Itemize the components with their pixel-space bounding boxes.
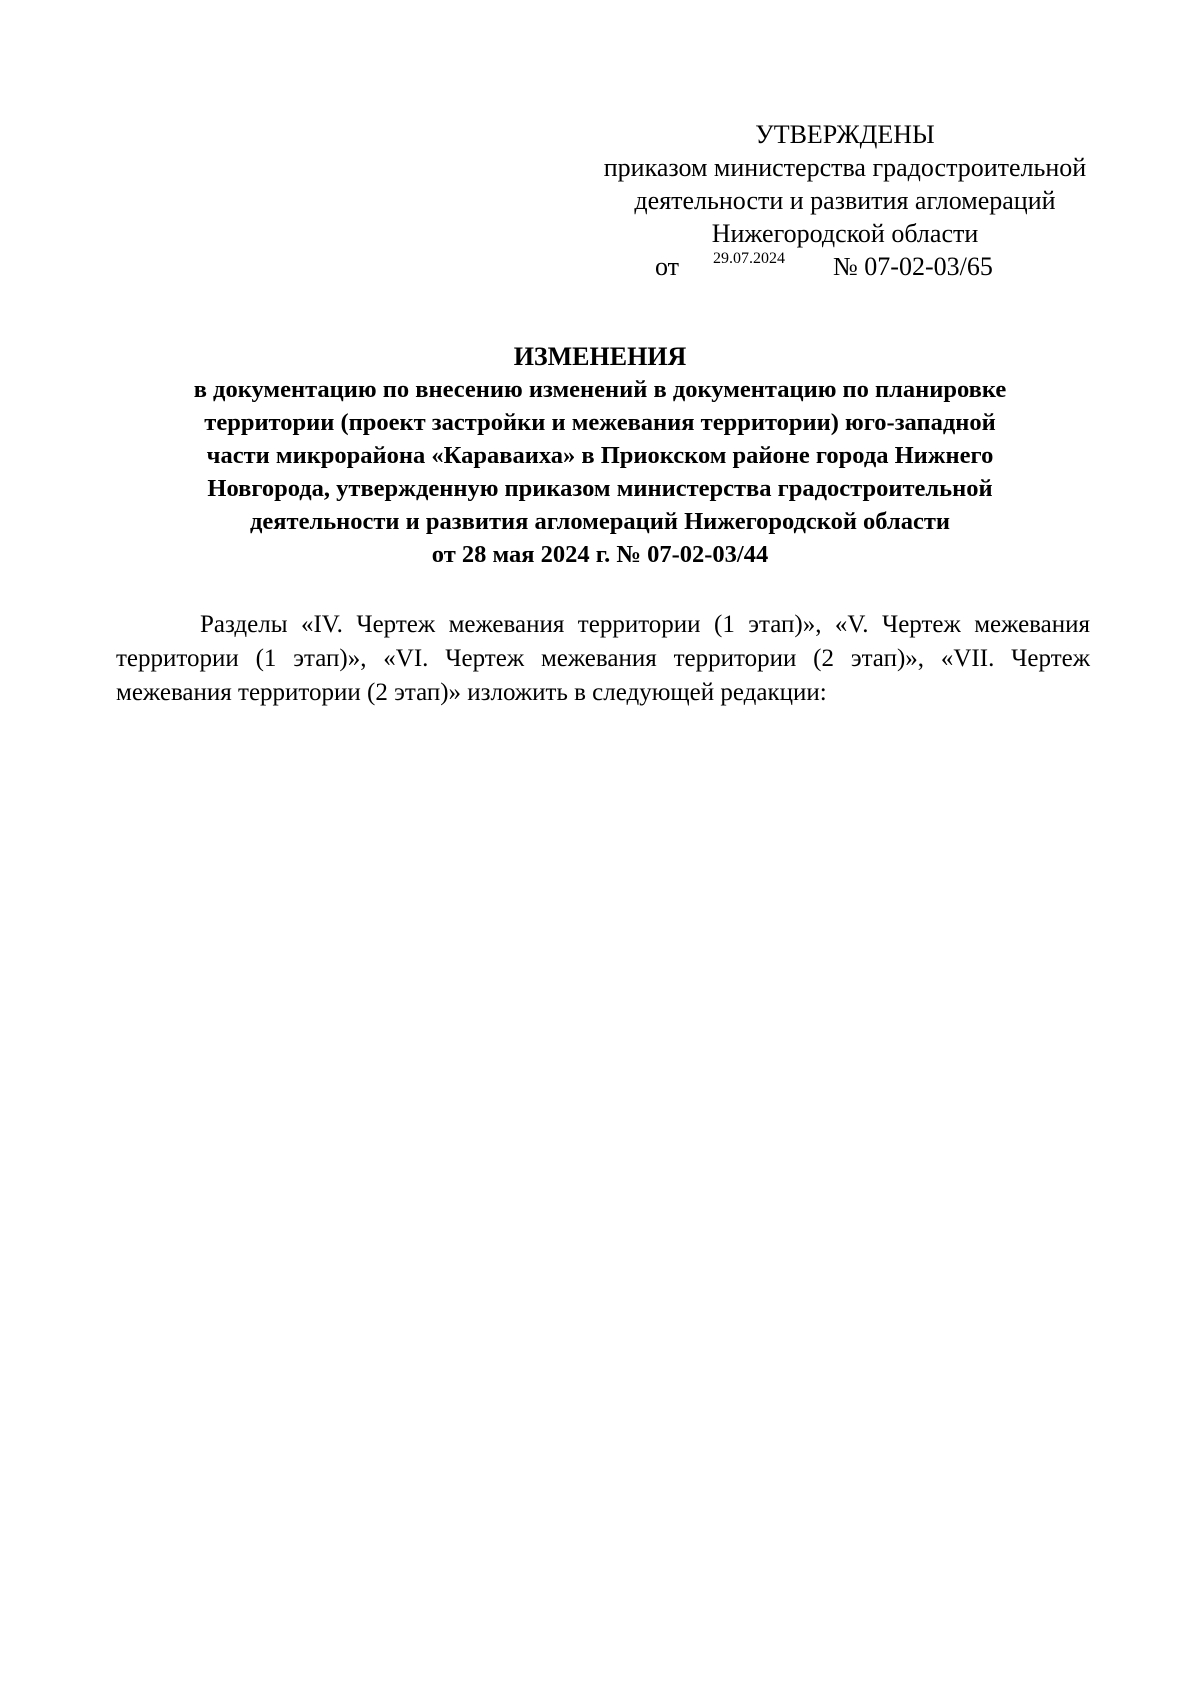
title-line-3: части микрорайона «Караваиха» в Приокском районе города Нижнего [206, 442, 994, 469]
approval-number: № 07-02-03/65 [833, 252, 993, 281]
title-line-5: деятельности и развития агломераций Нижегородской области [250, 508, 950, 535]
approval-line-2: деятельности и развития агломераций [634, 186, 1056, 215]
title-line-4: Новгорода, утвержденную приказом министерства градостроительной [207, 475, 993, 502]
title-line-6: от 28 мая 2024 г. № 07-02-03/44 [431, 541, 769, 568]
approval-line-1: приказом министерства градостроительной [603, 153, 1087, 182]
from-label: от [655, 252, 680, 281]
approved-heading: УТВЕРЖДЕНЫ [755, 120, 935, 149]
body-paragraph: Разделы «IV. Чертеж межевания территории (1 этап)», «V. Чертеж межевания территории (1 этап)», «VI. Чертеж межевания территории (2 этап)», «VII. Чертеж межевания территории (2 этап)» изложить в следующей редакции: [116, 611, 1090, 706]
approval-stamp [560, 118, 1130, 250]
title-heading: ИЗМЕНЕНИЯ [513, 342, 687, 371]
body-text [116, 608, 1090, 710]
title-line-1: в документацию по внесению изменений в документацию по планировке [193, 376, 1007, 403]
document-title [120, 340, 1080, 571]
approval-date: 29.07.2024 [713, 250, 785, 267]
approval-line-3: Нижегородской области [711, 219, 979, 248]
title-line-2: территории (проект застройки и межевания территории) юго-западной [204, 409, 996, 436]
approval-date-line [655, 250, 1085, 290]
